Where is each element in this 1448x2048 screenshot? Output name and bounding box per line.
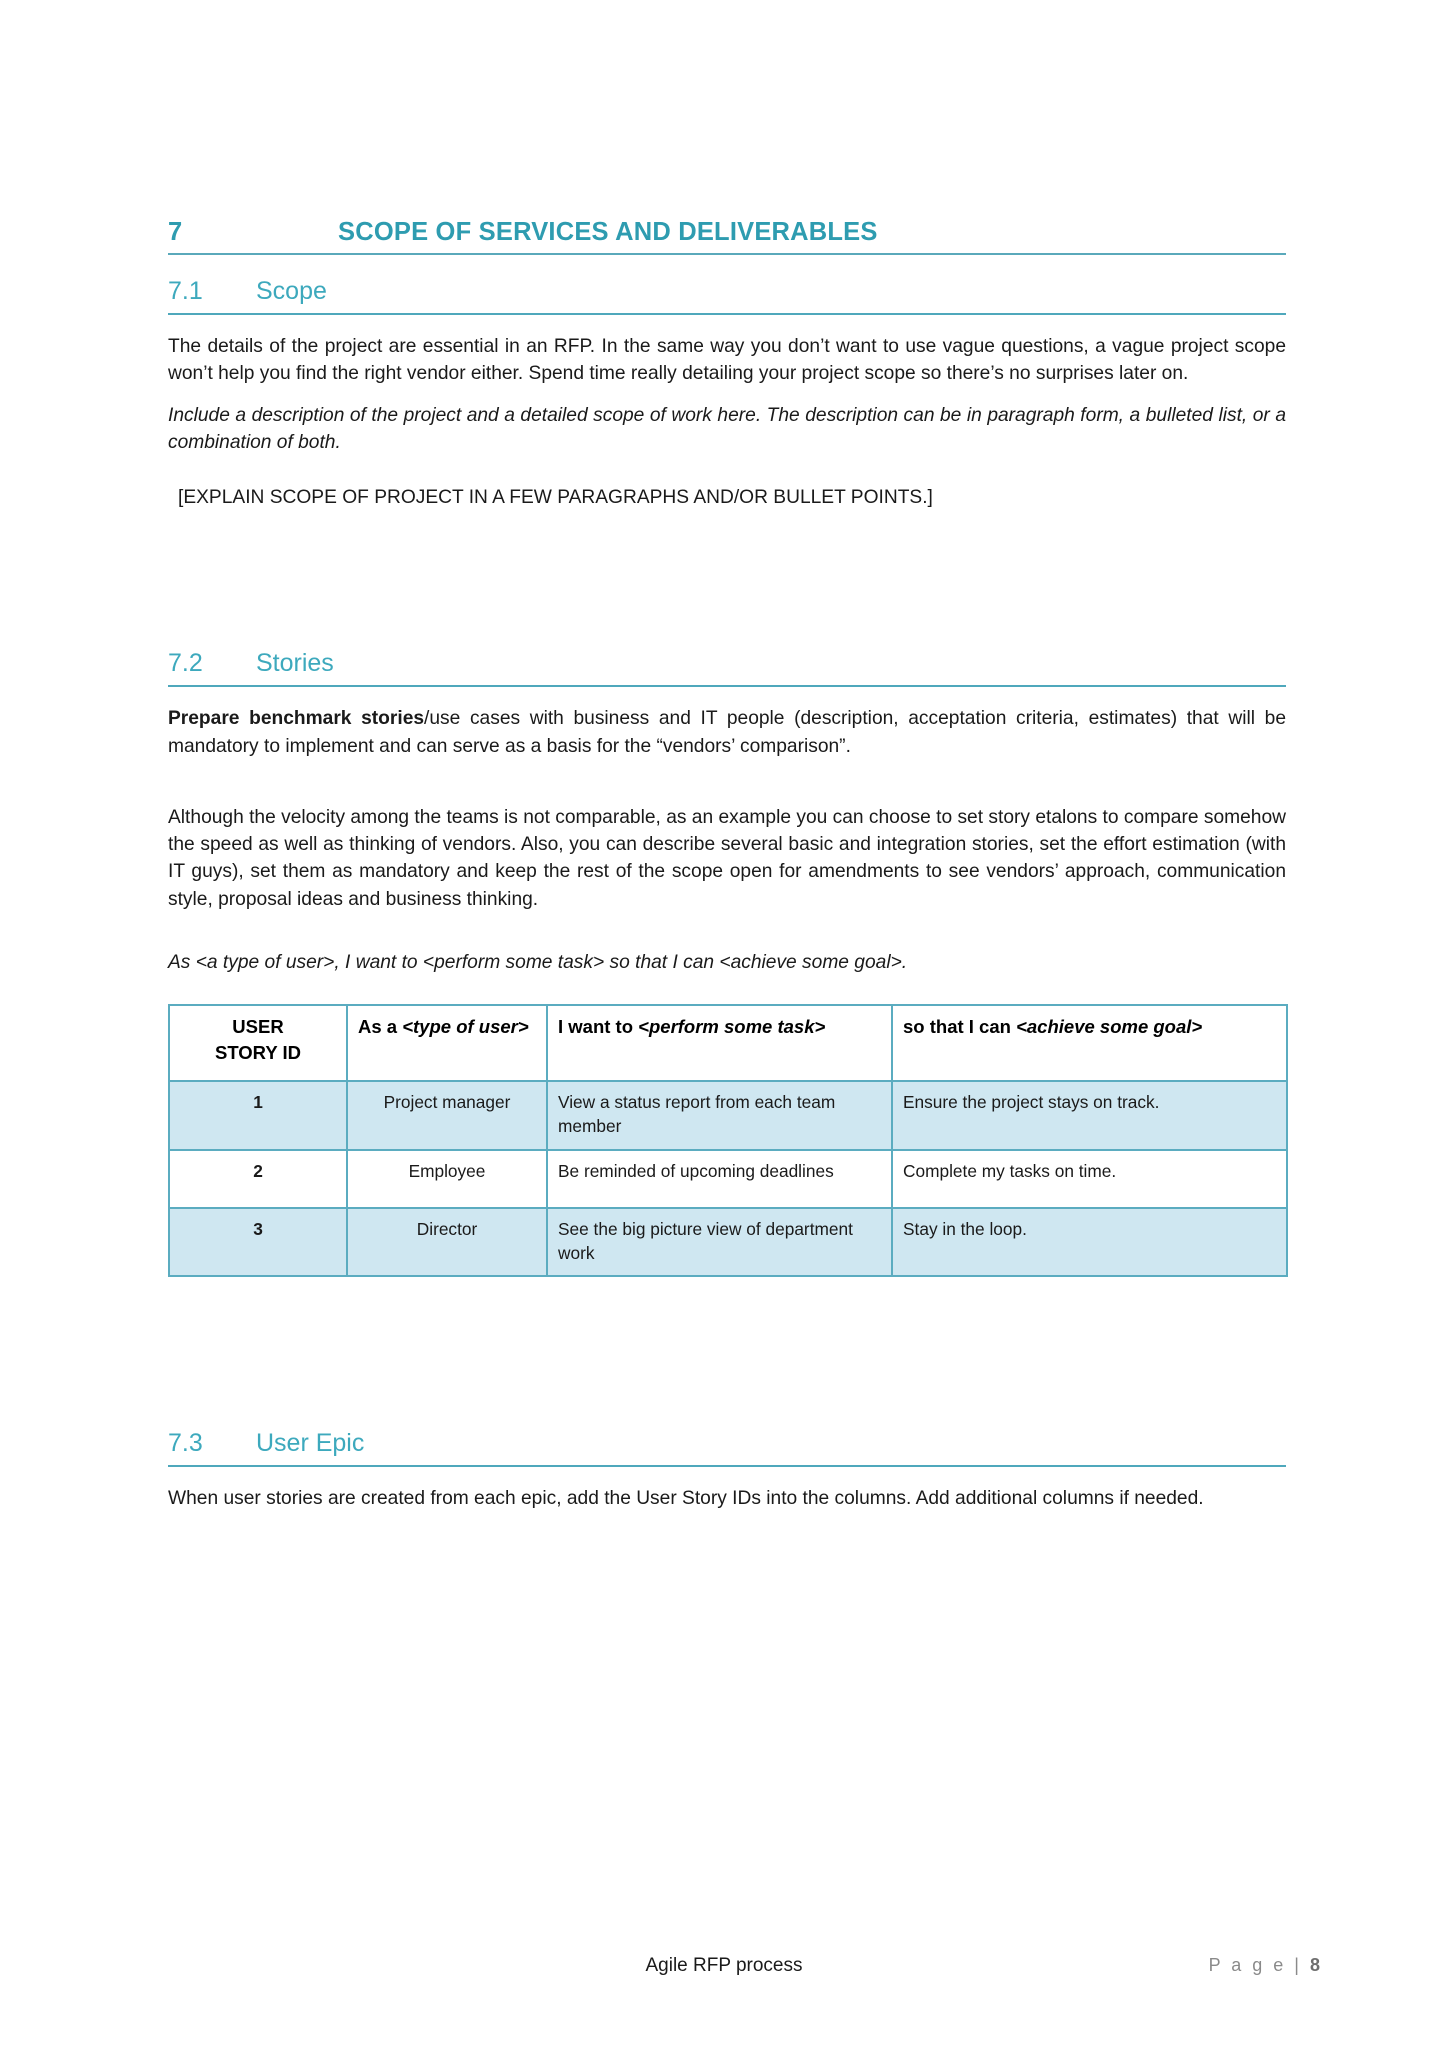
stories-paragraph-1-rest: /use cases with business and IT people (description, acceptation criteria, estimates) that will be mandatory to implement and can serve as a basis for the “vendors’ comparison”.	[168, 708, 1286, 757]
heading-7-number: 7	[168, 218, 183, 246]
footer-page-number: 8	[1309, 1955, 1320, 1975]
user-epic-paragraph-1: When user stories are created from each epic, add the User Story IDs into the columns. Add additional columns if needed.	[168, 1488, 1204, 1509]
footer-page-indicator	[1209, 1955, 1320, 1976]
column-header-so-that-i-can-plain: so that I can	[903, 1016, 1017, 1038]
column-header-as-a-italic: <type of user>	[402, 1016, 529, 1038]
table-header	[169, 1005, 1287, 1081]
cell-task: See the big picture view of department work	[547, 1208, 892, 1276]
footer-page-label: P a g e |	[1208, 1955, 1302, 1975]
column-header-so-that-i-can-italic: <achieve some goal>	[1016, 1016, 1203, 1038]
cell-task: View a status report from each team member	[547, 1081, 892, 1149]
stories-paragraph-1-lead: Prepare benchmark stories	[168, 708, 425, 730]
column-header-i-want-to-plain: I want to	[558, 1016, 639, 1038]
user-stories-table	[168, 1004, 1288, 1277]
cell-user-role: Director	[347, 1208, 547, 1276]
heading-7-1-title: Scope	[256, 277, 327, 305]
table-row	[169, 1081, 1287, 1149]
table-row	[169, 1208, 1287, 1276]
column-header-user-story-id-line1: USER	[232, 1016, 284, 1038]
cell-goal: Complete my tasks on time.	[892, 1150, 1287, 1208]
cell-user-story-id: 3	[169, 1208, 347, 1276]
column-header-user-story-id	[169, 1005, 347, 1081]
scope-paragraph-2-italic: Include a description of the project and a detailed scope of work here. The description can be in paragraph form, a bulleted list, or a combination of both.	[168, 404, 1286, 453]
column-header-as-a-plain: As a	[358, 1016, 403, 1038]
heading-7-2-title: Stories	[256, 649, 334, 678]
column-header-user-story-id-line2: STORY ID	[214, 1041, 301, 1063]
footer-document-title: Agile RFP process	[645, 1955, 803, 1976]
cell-user-story-id: 2	[169, 1150, 347, 1208]
heading-7-1	[168, 277, 1286, 315]
table-header-row	[169, 1005, 1287, 1081]
scope-paragraph-1: The details of the project are essential in an RFP. In the same way you don’t want to use vague questions, a vague project scope won’t help you find the right vendor either. Spend time really detailing your project scope so there’s no surprises later on.	[168, 336, 1286, 385]
cell-task: Be reminded of upcoming deadlines	[547, 1150, 892, 1208]
heading-7-1-number: 7.1	[168, 277, 203, 305]
heading-7-3	[168, 1429, 1286, 1467]
heading-7	[168, 218, 1286, 255]
column-header-i-want-to-italic: <perform some task>	[638, 1016, 826, 1038]
cell-user-role: Employee	[347, 1150, 547, 1208]
heading-7-title: SCOPE OF SERVICES AND DELIVERABLES	[338, 218, 878, 246]
column-header-i-want-to	[547, 1005, 892, 1081]
page-footer	[0, 1955, 1448, 1995]
table-row	[169, 1150, 1287, 1208]
column-header-as-a-type-of-user	[347, 1005, 547, 1081]
heading-7-3-title: User Epic	[256, 1429, 365, 1457]
scope-placeholder-line: [EXPLAIN SCOPE OF PROJECT IN A FEW PARAGRAPHS AND/OR BULLET POINTS.]	[178, 487, 933, 509]
heading-7-3-number: 7.3	[168, 1429, 203, 1457]
story-template-sentence: As <a type of user>, I want to <perform some task> so that I can <achieve some goal>.	[168, 951, 908, 973]
cell-goal: Ensure the project stays on track.	[892, 1081, 1287, 1149]
stories-paragraph-2: Although the velocity among the teams is not comparable, as an example you can choose to set story etalons to compare somehow the speed as well as thinking of vendors. Also, you can describe several basic and integration stories, set the effort estimation (with IT guys), set them as mandatory and keep the rest of the scope open for amendments to see vendors’ approach, communication style, proposal ideas and business thinking.	[168, 806, 1286, 910]
cell-user-role: Project manager	[347, 1081, 547, 1149]
page-content	[168, 0, 1286, 1512]
stories-paragraph-1	[168, 705, 1286, 760]
heading-7-2-number: 7.2	[168, 649, 203, 678]
heading-7-2	[168, 649, 1286, 687]
cell-user-story-id: 1	[169, 1081, 347, 1149]
cell-goal: Stay in the loop.	[892, 1208, 1287, 1276]
column-header-so-that-i-can	[892, 1005, 1287, 1081]
table-body	[169, 1081, 1287, 1276]
